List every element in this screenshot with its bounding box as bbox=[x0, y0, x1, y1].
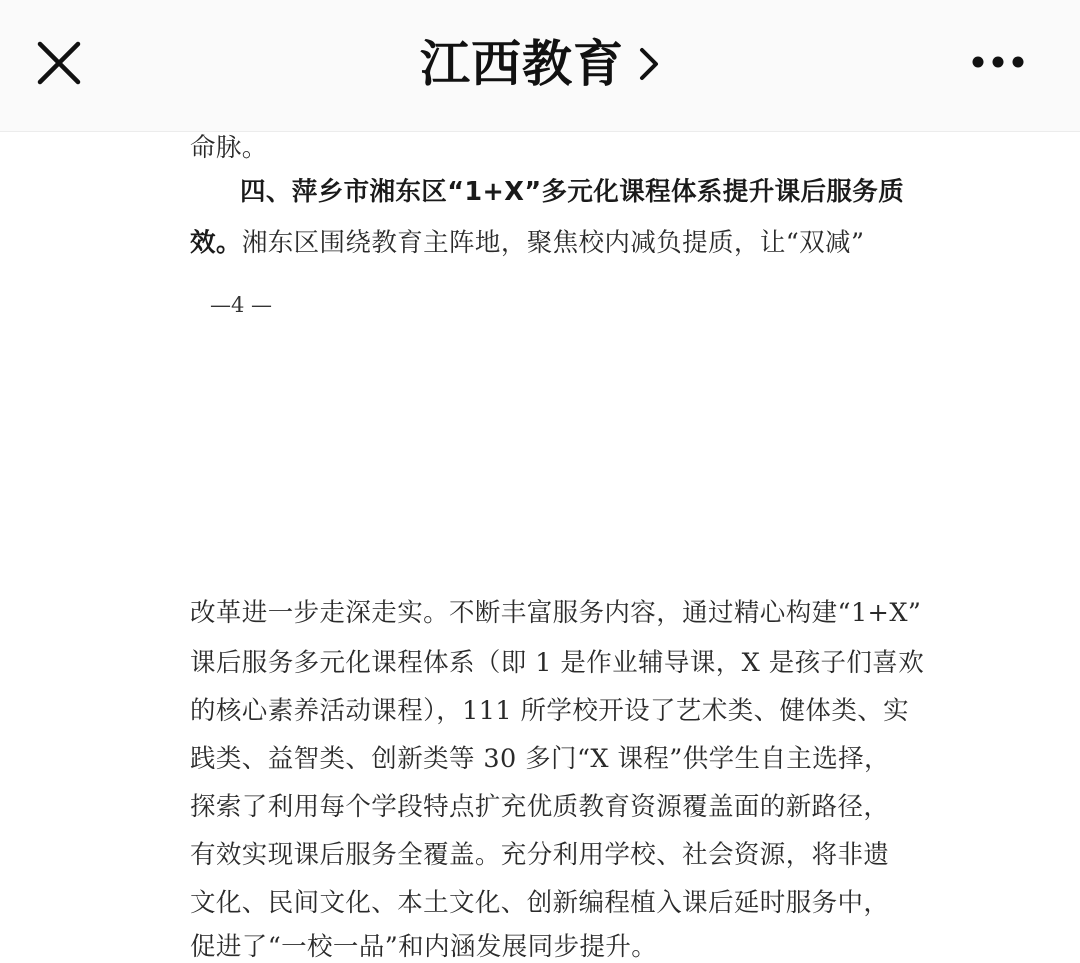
paragraph-line: 践类、益智类、创新类等 30 多门“X 课程”供学生自主选择， bbox=[190, 744, 890, 774]
paragraph-line: 的核心素养活动课程），111 所学校开设了艺术类、健体类、实 bbox=[190, 696, 910, 726]
paragraph-line: 改革进一步走深走实。不断丰富服务内容，通过精心构建“1+X” bbox=[190, 598, 922, 628]
nav-title-area bbox=[0, 26, 1080, 102]
page-number: —4 — bbox=[210, 293, 273, 317]
paragraph-line: 课后服务多元化课程体系（即 1 是作业辅导课，X 是孩子们喜欢 bbox=[190, 648, 925, 678]
paragraph-line: 探索了利用每个学段特点扩充优质教育资源覆盖面的新路径， bbox=[190, 792, 890, 822]
paragraph-line: 文化、民间文化、本土文化、创新编程植入课后延时服务中， bbox=[190, 888, 890, 918]
section-heading: 四、萍乡市湘东区“1+X”多元化课程体系提升课后服务质 bbox=[240, 177, 905, 207]
chevron-right-icon bbox=[638, 46, 660, 82]
paragraph-line: 有效实现课后服务全覆盖。充分利用学校、社会资源，将非遗 bbox=[190, 840, 890, 870]
document-scan bbox=[0, 132, 1080, 963]
paragraph-line: 促进了“一校一品”和内涵发展同步提升。 bbox=[190, 932, 658, 962]
more-horizontal-icon bbox=[970, 44, 1030, 80]
heading-continuation: 效。 bbox=[190, 228, 242, 258]
text-line-fragment: 命脉。 bbox=[190, 133, 268, 163]
account-title-link[interactable] bbox=[420, 26, 660, 102]
top-nav-bar bbox=[0, 0, 1080, 132]
account-title: 江西教育 bbox=[420, 35, 624, 93]
text-line bbox=[190, 227, 864, 259]
text-line-rest: 湘东区围绕教育主阵地，聚焦校内减负提质，让“双减” bbox=[241, 228, 865, 258]
more-options-button[interactable] bbox=[970, 44, 1030, 80]
